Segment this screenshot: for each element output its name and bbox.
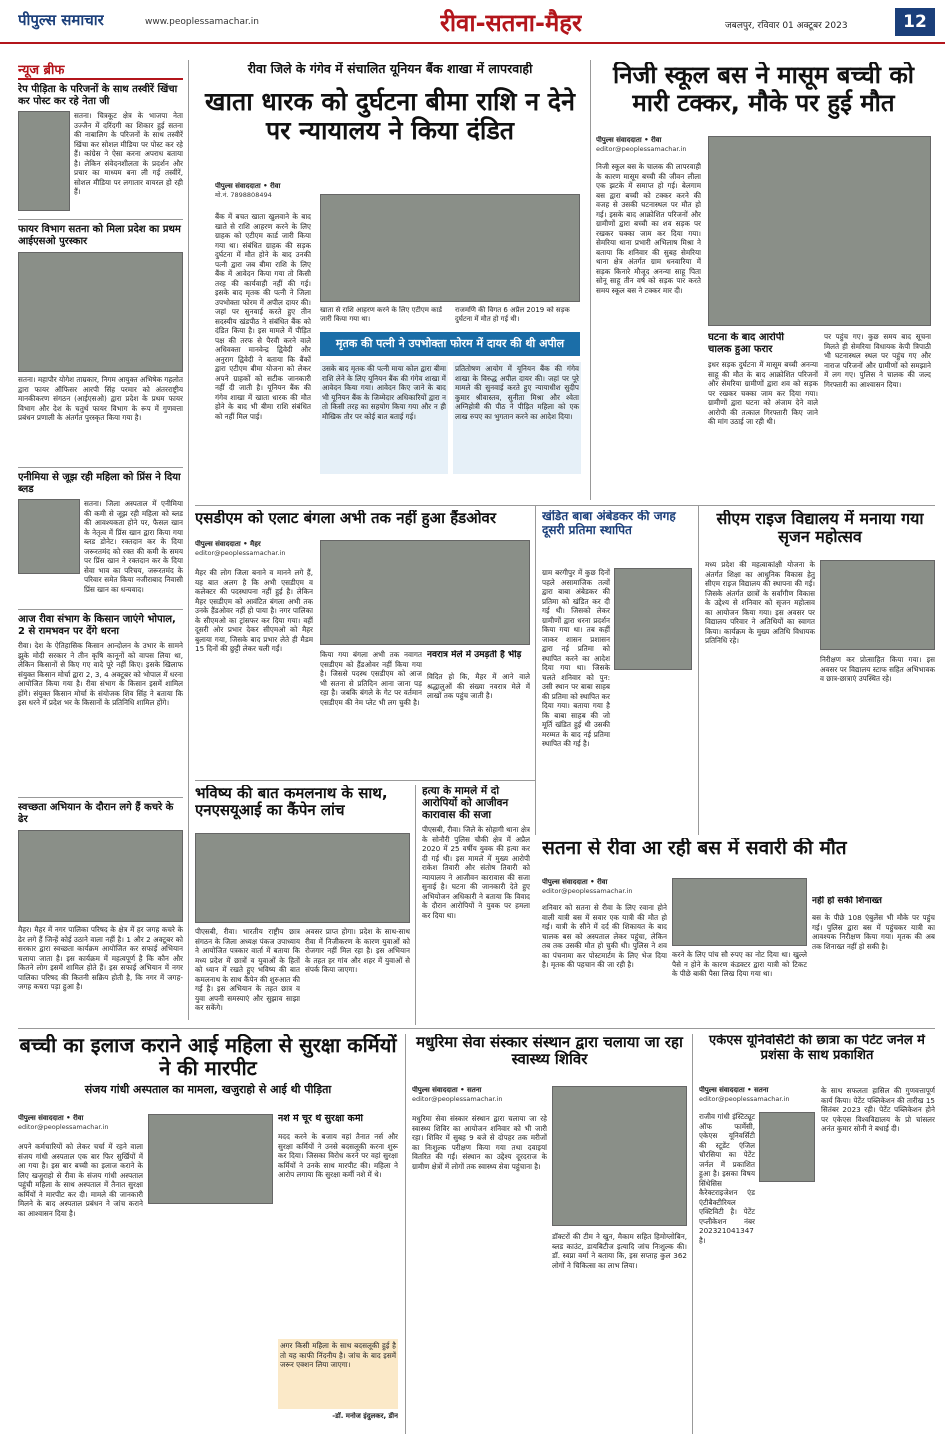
section-rule (195, 780, 535, 781)
story-text: मध्य प्रदेश की महत्वाकांक्षी योजना के अंतर्गत शिक्षा का आधुनिक विकास हेतु सीएम राइज विद्यालय की स्थापना की गई। जिसके अंतर्गत छात्रों के सर्वांगीण विकास के उद्देश्य से शनिवार को सृजन महोत्सव का आयोजन किया गया। इस अवसर पर विद्यालय परिवार ने अतिथियों का स्वागत किया। कार्यक्रम के मुख्य अतिथि विधायक प्रतिनिधि रहे। (705, 560, 815, 645)
story-bank (195, 62, 585, 502)
story-text: किया गया बंगला अभी तक नवागत एसडीएम को हैंडओवर नहीं किया गया है। जिससे पदस्थ एसडीएम को आज भी सतना से प्रतिदिन आना जाना पड़ रहा है। जबकि बंगले के गेट पर वर्तमान एसडीएम की नेम प्लेट भी लग चुकी है। (320, 650, 422, 707)
story-quote: अगर किसी महिला के साथ बदसलूकी हुई है तो यह काफी निंदनीय है। जांच के बाद इसमें जरूर एक्शन लिया जाएगा। (278, 1339, 398, 1409)
story-headline: खाता धारक को दुर्घटना बीमा राशि न देने पर न्यायालय ने किया दंडित (205, 87, 575, 146)
page-number: 12 (895, 8, 935, 36)
photo-caption: राजमणि की विगत 6 अप्रैल 2019 को सड़क दुर्घटना में मौत हो गई थी। (455, 306, 570, 323)
story-text: बैंक में बचत खाता खुलवाने के बाद खाते से राशि आहरण करने के लिए ग्राहक को एटीएम कार्ड जारी किया गया था। संबंधित ग्राहक की सड़क दुर्घटना में मौत होने के बाद उनकी पत्नी द्वारा जब बीमा राशि के लिए बैंक में आवेदन किया गया तो किसी तरह की कार्यवाही नहीं की गई। इसके बाद मृतक की पत्नी ने जिला उपभोक्ता फोरम में अपील दायर की। जहां पर सुनवाई करते हुए तीन सदस्यीय खंडपीठ ने संबंधित बैंक को दंडित किया है। इस मामले में पीड़ित पक्ष की तरफ से पैरवी करने वाले अधिवक्ता मानवेन्द्र द्विवेदी और अनुराग द्विवेदी ने बताया कि बैंकों द्वारा एटीएम बीमा योजना को लेकर अपने ग्राहकों को सटीक जानकारी नहीं दी जाती है। यूनियन बैंक की गंगेव शाखा में खाता धारक की मौत होने के बाद भी बीमा राशि संबंधित को नहीं मिल पाई। (215, 212, 311, 421)
story-text: इधर सड़क दुर्घटना में मासूम बच्ची अनन्या साहू की मौत के बाद आक्रोशित परिजनों और सेमरिया ग्रामीणों द्वारा शव को सड़क पर रखकर चक्का जाम कर दिया गया। ग्रामीणों द्वारा घटना को अंजाम देने वाले आरोपी की तत्काल गिरफ्तारी किए जाने की मांग उठाई जा रही थी। (708, 360, 818, 426)
column-rule (698, 505, 699, 835)
hospital-photo (148, 1114, 273, 1204)
award-photo (18, 252, 183, 372)
story-headline: निजी स्कूल बस ने मासूम बच्ची को मारी टक्कर, मौके पर हुई मौत (613, 62, 914, 117)
brief-text: मैहर। मैहर में नगर पालिका परिषद के क्षेत्र में हर जगह कचरे के ढेर लगे हैं जिन्हें कोई उठाने वाला नहीं है। 1 और 2 अक्टूबर को सरकार द्वारा स्वच्छता कार्यक्रम आयोजित कर सफाई अभियान चलाया जाता है। इस कार्यक्रम में महत्वपूर्ण है कि कौन और कितने लोग इसमें शामिल होते हैं। इस सफाई अभियान में नगर पालिका परिषद की कितनी सक्रिय होती है, कि नगर में जगह-जगह कचरा पड़ा हुआ है। (18, 925, 183, 991)
byline: पीपुल्स संवाददाता • सतना (699, 1086, 769, 1094)
section-rule (18, 1028, 935, 1029)
brief-text: सतना। महापौर योगेश ताम्रकार, निगम आयुक्त अभिषेक गहलोत द्वारा फायर ऑफिसर आरपी सिंह परमार को अंतरराष्ट्रीय मानकीकरण संगठन (आईएसओ) द्वारा प्रदेश के प्रथम फायर विभाग और देश के चतुर्थ फायर विभाग के रूप में गुणवत्ता प्रबंधन प्रणाली के अंतर्गत पुरस्कृत किया गया है। (18, 375, 183, 422)
story-cm-rise (705, 510, 935, 800)
byline-email[interactable]: editor@peoplessamachar.in (412, 1095, 503, 1103)
story-text: अपने कर्मचारियों को लेकर चर्चा में रहने वाला संजय गांधी अस्पताल एक बार फिर सुर्खियों में आ गया है। इस बार बच्ची का इलाज कराने के लिए खजुराहो से रीवा के संजय गांधी अस्पताल पहुंची महिला के साथ अस्पताल में तैनात सुरक्षा कर्मियों ने मारपीट कर दी। मामले की जानकारी मिलने के बाद अस्पताल प्रबंधन ने जांच कराने का आश्वासन दिया है। (18, 1142, 143, 1218)
story-bus-death (542, 838, 935, 1023)
photo-caption: डॉक्टरों की टीम ने खुन, मैकाम सहित हिमोग्लोबिन, ब्लड काउंट, डायबिटीज इत्यादि जांच निःशुल्क की। डॉ. स्वप्ना वर्मा ने बताया कि, इस सप्ताह कुल 362 लोगों ने चिकित्सा का लाभ लिया। (552, 1232, 687, 1270)
story-text: करने के लिए पांच सौ रुपए का नोट दिया था। खुल्ले पैसे न होने के कारण कंडक्टर द्वारा यात्री को टिकट के पीछे बाकी पैसा लिख दिया गया था। (672, 950, 807, 978)
news-brief-column (18, 60, 183, 1020)
story-text: उसके बाद मृतक की पत्नी माया कोल द्वारा बीमा राशि लेने के लिए यूनियन बैंक की गंगेव शाखा में आवेदन किया गया। आवेदन किए जाने के बाद भी यूनियन बैंक के जिम्मेदार अधिकारियों द्वारा न तो किसी तरह का सहयोग किया गया और न ही मौखिक तौर पर कोई बात बताई गई। (320, 362, 448, 474)
story-assault (18, 1034, 398, 1434)
byline-email[interactable]: editor@peoplessamachar.in (18, 1123, 109, 1131)
health-camp-photo (552, 1086, 687, 1226)
edition-title: रीवा-सतना-मैहर (440, 9, 582, 37)
masthead-url[interactable]: www.peoplessamachar.in (145, 17, 259, 27)
story-text: प्रतितोषण आयोग में यूनियन बैंक की गंगेव शाखा के विरुद्ध अपील दायर की। जहां पर पूरे मामले की सुनवाई करते हुए न्यायाधीश सुदीप कुमार श्रीवास्तव, सुनीता मिश्रा और श्वेता अग्निहोत्री की पीठ ने पीड़ित महिला को एक लाख रुपए का भुगतान करने का आदेश दिया। (453, 362, 581, 474)
story-text: पीएसबी, रीवा। जिले के सोहागी थाना क्षेत्र के सोनौरी पुलिस चौकी क्षेत्र में अप्रैल 2020 में 25 वर्षीय युवक की हत्या कर दी गई थी। इस मामले में मुख्य आरोपी राकेश तिवारी और संतोष तिवारी को न्यायालय ने आजीवन कारावास की सजा सुनाई है। घटना की जानकारी देते हुए अभियोजन अधिकारी ने बताया कि विवाद के दौरान आरोपियों ने युवक पर हमला कर दिया था। (422, 825, 530, 920)
bungalow-gate-photo (320, 540, 530, 645)
story-headline: खंडित बाबा अंबेडकर की जगह दूसरी प्रतिमा स्थापित (542, 510, 676, 537)
story-statue (542, 510, 692, 800)
byline-email[interactable]: editor@peoplessamachar.in (195, 549, 286, 557)
story-text: मैहर की लोग जिला बनाने व मानने लगे हैं, यह बात अलग है कि अभी एसडीएम व कलेक्टर की पदस्थापना नहीं हुई है। लेकिन मैहर एसडीएम को आवंटित बंगला अभी तक उनके हैंडओवर नहीं हो पाया है। नगर पालिका के सीएमओ का ट्रांसफर कर दिया गया। वहीं दूसरी ओर प्रभार देकर सीएमओ को मैहर बुलाया गया, जिसके बाद प्रभार लेते ही मैडम 15 दिनों की छुट्टी लेकर चली गईं। (195, 568, 313, 653)
brief-title: आज रीवा संभाग के किसान जाएंगे भोपाल, 2 से रामभवन पर देंगे धरना (18, 614, 176, 637)
byline-email[interactable]: editor@peoplessamachar.in (699, 1095, 790, 1103)
edition-date: जबलपुर, रविवार 01 अक्टूबर 2023 (725, 21, 848, 31)
brief-title: स्वच्छता अभियान के दौरान लगे हैं कचरे के ढेर (18, 802, 174, 825)
brief-title: फायर विभाग सतना को मिला प्रदेश का प्रथम आईएसओ पुरस्कार (18, 224, 181, 247)
news-brief-label: न्यूज ब्रीफ (18, 60, 183, 80)
story-kamalnath (195, 785, 410, 1025)
byline: पीपुल्स संवाददाता • रीवा (18, 1114, 84, 1122)
story-headline: भविष्य की बात कमलनाथ के साथ, एनएसयूआई का कैंपेन लांच (195, 785, 388, 820)
story-headline: हत्या के मामले में दो आरोपियों को आजीवन कारावास की सजा (422, 785, 509, 822)
story-text: के साथ सफलता हासिल की गुणवत्तापूर्ण कार्य किया। पेटेंट पब्लिकेशन की तारीख 15 सितंबर 2023 रही। पेटेंट पब्लिकेशन होने पर एकेएस विश्वविद्यालय के प्रो चांसलर अनंत कुमार सोनी ने बधाई दी। (821, 1086, 935, 1133)
story-text: पर पहुंच गए। कुछ समय बाद सूचना मिलते ही सेमरिया विधायक केपी त्रिपाठी भी घटनास्थल स्थल पर पहुंच गए और नाराज परिजनों और ग्रामीणों को समझाने में लग गए। पुलिस ने चालक की जल्द गिरफ्तारी का आश्वासन दिया। (824, 332, 931, 389)
brief-photo (18, 111, 70, 211)
story-subhead: घटना के बाद आरोपी चालक हुआ फरार (708, 332, 784, 355)
story-headline: एसडीएम को एलाट बंगला अभी तक नहीं हुआ हैंडओवर (195, 510, 497, 527)
story-sdm (195, 510, 530, 780)
masthead-logo: पीपुल्स समाचार (18, 11, 104, 29)
byline: पीपुल्स संवाददाता • रीवा (596, 136, 662, 144)
byline: पीपुल्स संवाददाता • मैहर (195, 540, 261, 548)
story-text: अवसर प्राप्त होगा। प्रदेश के साथ-साथ रीवा में निजीकरण के कारण युवाओं को रोजगार नहीं मिल रहा है। इस अभियान के तहत हर गांव और शहर में युवाओं से संपर्क किया जाएगा। (305, 927, 410, 974)
quote-attribution: -डॉ. मनोज इंदुलकर, डीन (332, 1412, 398, 1420)
bus-passenger-photo (672, 878, 807, 946)
byline-email[interactable]: editor@peoplessamachar.in (542, 887, 633, 895)
story-headline: एकेएस यूनिवर्सिटी की छात्रा का पेटेंट जर्नल में प्रशंसा के साथ प्रकाशित (709, 1034, 925, 1063)
brief-title: एनीमिया से जूझ रही महिला को प्रिंस ने दिया ब्लड (18, 472, 181, 495)
story-text: शनिवार को सतना से रीवा के लिए रवाना होने वाली यात्री बस में सवार एक यात्री की मौत हो गई। यात्री के सीने में दर्द की शिकायत के बाद चालक बस को अस्पताल लेकर पहुंचा, लेकिन तब तक उसकी मौत हो चुकी थी। पुलिस ने शव का पंचनामा कर पोस्टमार्टम के लिए भेज दिया है। मृतक की पहचान की जा रही है। (542, 903, 667, 969)
brief-item (18, 609, 183, 791)
brief-item (18, 219, 183, 461)
byline-email[interactable]: editor@peoplessamachar.in (596, 145, 687, 153)
story-kicker: रीवा जिले के गंगेव में संचालित यूनियन बैंक शाखा में लापरवाही (247, 62, 533, 76)
bank-building-photo (320, 194, 580, 302)
story-text: बस के पीछे 108 एंबुलेंस भी मौके पर पहुंच गई। पुलिस द्वारा बस में पहुंचकर यात्री का आवश्यक निरीक्षण किया गया। मृतक की अब तक शिनाख्त नहीं हो सकी है। (812, 913, 935, 951)
column-rule (692, 1034, 693, 1434)
story-murder (422, 785, 530, 1025)
brief-text: सतना। जिला अस्पताल में एनीमिया की कमी से जूझ रही महिला को ब्लड की आवश्यकता होने पर, फैसल खान के नेतृत्व में प्रिंस खान द्वारा किया गया ब्लड डोनेट। रक्तदान कर के दिया जरूरतमंद को रक्त की कमी के समय पर प्रिंस खान ने रक्तदान कर के दिया सेवा भाव का परिचय, जरूरतमंद के परिवार समेत किया नजीराबाद निवासी प्रिंस खान का धन्यवाद। (84, 499, 183, 594)
brief-title: रेप पीड़िता के परिजनों के साथ तस्वीरें खिंचा कर पोस्ट कर रहे नेता जी (18, 84, 178, 107)
story-subhead: मृतक की पत्नी ने उपभोक्ता फोरम में दायर की थी अपील (320, 332, 580, 356)
column-rule (405, 1034, 406, 1434)
column-rule (590, 60, 591, 500)
byline: पीपुल्स संवाददाता • सतना (412, 1086, 482, 1094)
story-text: विदित हो कि, मैहर में आने वाले श्रद्धालुओं की संख्या नवरात्र मेले में लाखों तक पहुंच जाती है। (427, 672, 530, 700)
story-subhead: नहीं हो सकी शिनाख्त (812, 896, 882, 906)
blood-donation-photo (18, 499, 80, 574)
brief-item (18, 84, 183, 211)
masthead (0, 0, 945, 44)
brief-text: रीवा। देश के ऐतिहासिक किसान आन्दोलन के उभार के सामने झुके मोदी सरकार ने तीन कृषि कानूनों को वापस लिया था, लेकिन किसानों से किए गए वादे पूरे नहीं किए। इसके खिलाफ संयुक्त किसान मोर्चा द्वारा 2, 3, 4 अक्टूबर को भोपाल में धरना आयोजित किया गया है। रीवा संभाग के किसान इसमें शामिल होंगे। संयुक्त किसान मोर्चा के संयोजक शिव सिंह ने बताया कि इस धरने में प्रदेश भर के किसानों के प्रतिनिधि शामिल होंगे। (18, 641, 183, 707)
protest-photo (708, 136, 931, 326)
story-text: मधुरिमा सेवा संस्कार संस्थान द्वारा चलाया जा रहे स्वास्थ्य शिविर का आयोजन शनिवार को भी जारी रहा। शिविर में सुबह 9 बजे से दोपहर तक मरीजों का निःशुल्क परीक्षण किया गया तथा दवाइयां वितरित की गईं। संस्थान का उद्देश्य दूरदराज के ग्रामीण क्षेत्रों में लोगों तक स्वास्थ्य सेवा पहुंचाना है। (412, 1114, 547, 1171)
story-text: पीएसबी, रीवा। भारतीय राष्ट्रीय छात्र संगठन के जिला अध्यक्ष पंकज उपाध्याय ने आयोजित पत्रकार वार्ता में बताया कि मध्य प्रदेश में छात्रों व युवाओं के हितों को ध्यान में रखते हुए भविष्य की बात कमलनाथ के साथ कैंपेन की शुरुआत की गई है। इस अभियान के तहत छात्र व युवा अपनी समस्याएं और सुझाव साझा कर सकेंगे। (195, 927, 300, 1012)
story-text: निरीक्षण कर प्रोत्साहित किया गया। इस अवसर पर विद्यालय स्टाफ सहित अभिभावक व छात्र-छात्राएं उपस्थित रहे। (820, 655, 935, 683)
brief-item (18, 467, 183, 603)
column-rule (415, 785, 416, 1025)
story-aks (699, 1034, 935, 1434)
byline: पीपुल्स संवाददाता • रीवा (542, 878, 608, 886)
students-photo (820, 560, 935, 650)
story-text: मदद करने के बजाय वहां तैनात नर्स और सुरक्षा कर्मियों ने उनसे बदसलूकी करना शुरू कर दिया। जिसका विरोध करने पर वहां सुरक्षा कर्मियों ने उनके साथ मारपीट की। महिला ने आरोप लगाया कि सुरक्षा कर्मी नशे में थे। (278, 1132, 398, 1179)
section-rule (195, 505, 935, 506)
story-health-camp (412, 1034, 687, 1434)
story-headline: सतना से रीवा आ रही बस में सवारी की मौत (542, 838, 847, 859)
garbage-photo (18, 830, 183, 922)
story-headline: बच्ची का इलाज कराने आई महिला से सुरक्षा कर्मियों ने की मारपीट (19, 1034, 397, 1080)
byline: पीपुल्स संवाददाता • रीवा (215, 182, 281, 190)
story-subhead: नवरात्र मेले में उमड़ती है भीड़ (427, 650, 522, 660)
column-rule (188, 60, 189, 1020)
story-school-bus (596, 62, 931, 502)
press-conference-photo (195, 833, 410, 923)
story-headline: सीएम राइज विद्यालय में मनाया गया सृजन महोत्सव (716, 510, 924, 547)
byline-phone: मो.नं. 7898808494 (215, 191, 272, 199)
brief-item (18, 797, 183, 1020)
story-text: निजी स्कूल बस के चालक की लापरवाही के कारण मासूम बच्ची की जीवन लीला एक झटके में समाप्त हो गई। बेलगाम बस द्वारा बच्ची को टक्कर करने की वजह से उसकी घटनास्थल पर मौत हो गई। इसके बाद आक्रोशित परिजनों और ग्रामीणों द्वारा बच्ची का शव सड़क पर रखकर चक्का जाम कर दिया गया। सेमरिया थाना प्रभारी अभिलाष मिश्रा ने बताया कि शनिवार की सुबह सेमरिया थाना क्षेत्र अंतर्गत ग्राम धनवारिया में सड़क किनारे मौजूद अनन्या साहू पिता सोनू साहू तीन वर्ष को सड़क पार करते समय स्कूल बस ने टक्कर मार दी। (596, 162, 701, 295)
story-text: राजीव गांधी इंस्टिट्यूट ऑफ फार्मेसी, एकेएस यूनिवर्सिटी की स्टूडेंट एंजिल चौरसिया का पेटेंट जर्नल में प्रकाशित हुआ है। इसका विषय सिंथेसिस कैरेक्टराइजेशन एंड एंटीबैक्टीरियल एक्टिविटी है। पेटेंट एप्लीकेशन नंबर 202321041347 है। (699, 1112, 755, 1245)
column-rule (535, 505, 536, 835)
photo-caption: खाता से राशि आहरण करने के लिए एटीएम कार्ड जारी किया गया था। (320, 306, 443, 323)
brief-text: सतना। चित्रकूट क्षेत्र के भाजपा नेता उज्जैन में दरिंदगी का शिकार हुई सतना की नाबालिग के परिजनों के साथ तस्वीरें खिंचा कर सोशल मीडिया पर पोस्ट कर रहे हैं। कांग्रेस ने ऐसा करना अपराध बताया है। लेकिन संवेदनशीलता के प्रदर्शन और प्रचार का माध्यम बना ली गई तस्वीरें, सोशल मीडिया पर लगातार वायरल हो रही हैं। (74, 111, 183, 196)
story-subhead: नशे में चूर थे सुरक्षा कर्मी (278, 1114, 363, 1124)
story-text: ग्राम बरगीपुर में कुछ दिनों पहले असामाजिक तत्वों द्वारा बाबा अंबेडकर की प्रतिमा को खंडित कर दी गई थी। जिसको लेकर ग्रामीणों द्वारा धरना प्रदर्शन किया गया था। तब कहीं जाकर शासन प्रशासन द्वारा नई प्रतिमा को स्थापित करने का आदेश दिया गया था। जिसके चलते शनिवार को पुन: उसी स्थान पर बाबा साहब की प्रतिमा को स्थापित कर दिया गया। बताया गया है कि बाबा साहब की जो मूर्ति खंडित हुई थी उसकी मरम्मत के बाद नई प्रतिमा स्थापित की गई है। (542, 568, 610, 748)
story-deck: संजय गांधी अस्पताल का मामला, खजुराहो से आई थी पीड़िता (84, 1083, 332, 1096)
story-headline: मधुरिमा सेवा संस्कार संस्थान द्वारा चलाया जा रहा स्वास्थ्य शिविर (416, 1034, 683, 1069)
